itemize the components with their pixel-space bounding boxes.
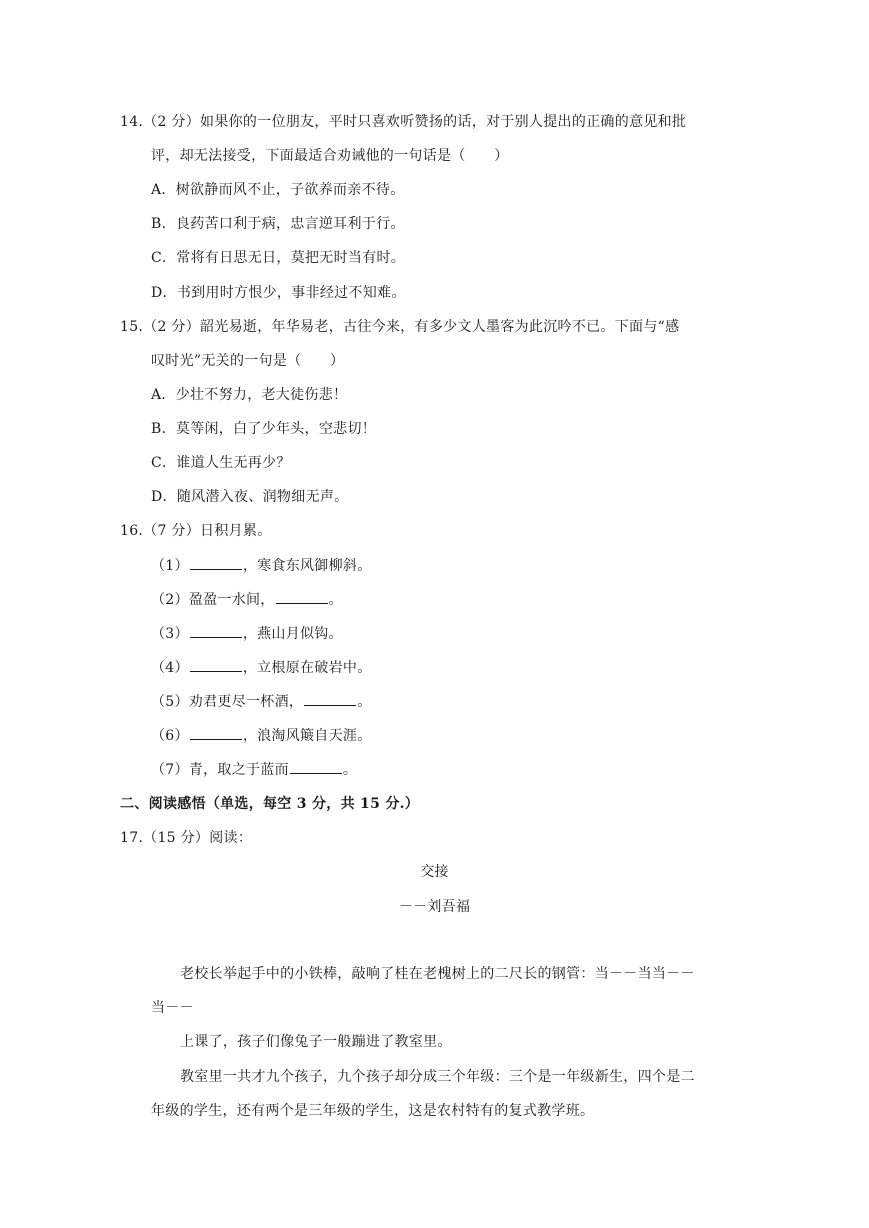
answer-blank[interactable] bbox=[290, 760, 342, 774]
q16-item-text: ，寒食东风御柳斜。 bbox=[242, 558, 372, 574]
q16-item-4 bbox=[151, 658, 372, 677]
q16-item-3 bbox=[151, 624, 343, 643]
q14-option-d: D．书到用时方恨少，事非经过不知难。 bbox=[151, 285, 406, 301]
q14-option-c: C．常将有日思无日，莫把无时当有时。 bbox=[151, 250, 406, 266]
q17-stem: 17.（15 分）阅读： bbox=[120, 830, 253, 846]
q16-item-text: （2）盈盈一水间， bbox=[151, 592, 275, 608]
q16-item-text: （6） bbox=[151, 728, 189, 744]
q16-item-text: 。 bbox=[357, 694, 372, 710]
q16-item-text: 。 bbox=[328, 592, 343, 608]
q16-item-6 bbox=[151, 726, 372, 745]
q16-item-7 bbox=[151, 760, 357, 779]
answer-blank[interactable] bbox=[190, 556, 242, 570]
q15-option-c: C．谁道人生无再少？ bbox=[151, 455, 291, 471]
article-title: 交接 bbox=[420, 864, 449, 880]
q16-item-text: （4） bbox=[151, 660, 189, 676]
article-paragraph-3-line1: 教室里一共才九个孩子，九个孩子却分成三个年级：三个是一年级新生，四个是二 bbox=[180, 1069, 695, 1085]
q15-option-a: A．少壮不努力，老大徒伤悲！ bbox=[151, 387, 348, 403]
q15-stem-line1: 15.（2 分）韶光易逝，年华易老，古往今来，有多少文人墨客为此沉吟不已。下面与“感 bbox=[120, 319, 680, 335]
q16-item-text: ，立根原在破岩中。 bbox=[242, 660, 372, 676]
q16-item-text: ，燕山月似钩。 bbox=[242, 626, 343, 642]
q16-item-text: 。 bbox=[342, 762, 358, 778]
q16-stem: 16.（7 分）日积月累。 bbox=[120, 523, 272, 539]
answer-blank[interactable] bbox=[190, 658, 242, 672]
q16-item-text: （7）青，取之于蓝而 bbox=[151, 762, 289, 778]
answer-blank[interactable] bbox=[304, 692, 356, 706]
q16-item-5 bbox=[151, 692, 372, 711]
article-paragraph-3-line2: 年级的学生，还有两个是三年级的学生，这是农村特有的复式教学班。 bbox=[151, 1103, 595, 1119]
q14-option-a: A．树欲静而风不止，子欲养而亲不待。 bbox=[151, 182, 405, 198]
q16-item-text: ，浪淘风簸自天涯。 bbox=[242, 728, 372, 744]
q15-option-b: B．莫等闲，白了少年头，空悲切！ bbox=[151, 421, 377, 437]
article-author: －－刘吾福 bbox=[398, 899, 471, 915]
answer-blank[interactable] bbox=[276, 590, 328, 604]
q15-stem-line2: 叹时光”无关的一句是（ ） bbox=[151, 353, 345, 369]
answer-blank[interactable] bbox=[190, 726, 242, 740]
q14-stem-line1: 14.（2 分）如果你的一位朋友，平时只喜欢听赞扬的话，对于别人提出的正确的意见和批 bbox=[120, 114, 687, 130]
q16-item-text: （1） bbox=[151, 558, 189, 574]
q14-stem-line2: 评，却无法接受，下面最适合劝诫他的一句话是（ ） bbox=[151, 148, 509, 164]
q16-item-2 bbox=[151, 590, 343, 609]
q15-option-d: D．随风潜入夜、润物细无声。 bbox=[151, 489, 349, 505]
article-paragraph-2: 上课了，孩子们像兔子一般蹦进了教室里。 bbox=[180, 1034, 452, 1050]
q16-item-text: （3） bbox=[151, 626, 189, 642]
q16-item-1 bbox=[151, 556, 372, 575]
answer-blank[interactable] bbox=[190, 624, 242, 638]
section-heading: 二、阅读感悟（单选，每空 3 分，共 15 分.） bbox=[120, 796, 420, 812]
article-paragraph-1-line2: 当－－ bbox=[151, 1000, 194, 1016]
q16-item-text: （5）劝君更尽一杯酒， bbox=[151, 694, 304, 710]
q14-option-b: B．良药苦口利于病，忠言逆耳利于行。 bbox=[151, 216, 405, 232]
article-paragraph-1-line1: 老校长举起手中的小铁棒，敲响了桂在老槐树上的二尺长的钢管：当－－当当－－ bbox=[180, 966, 695, 982]
